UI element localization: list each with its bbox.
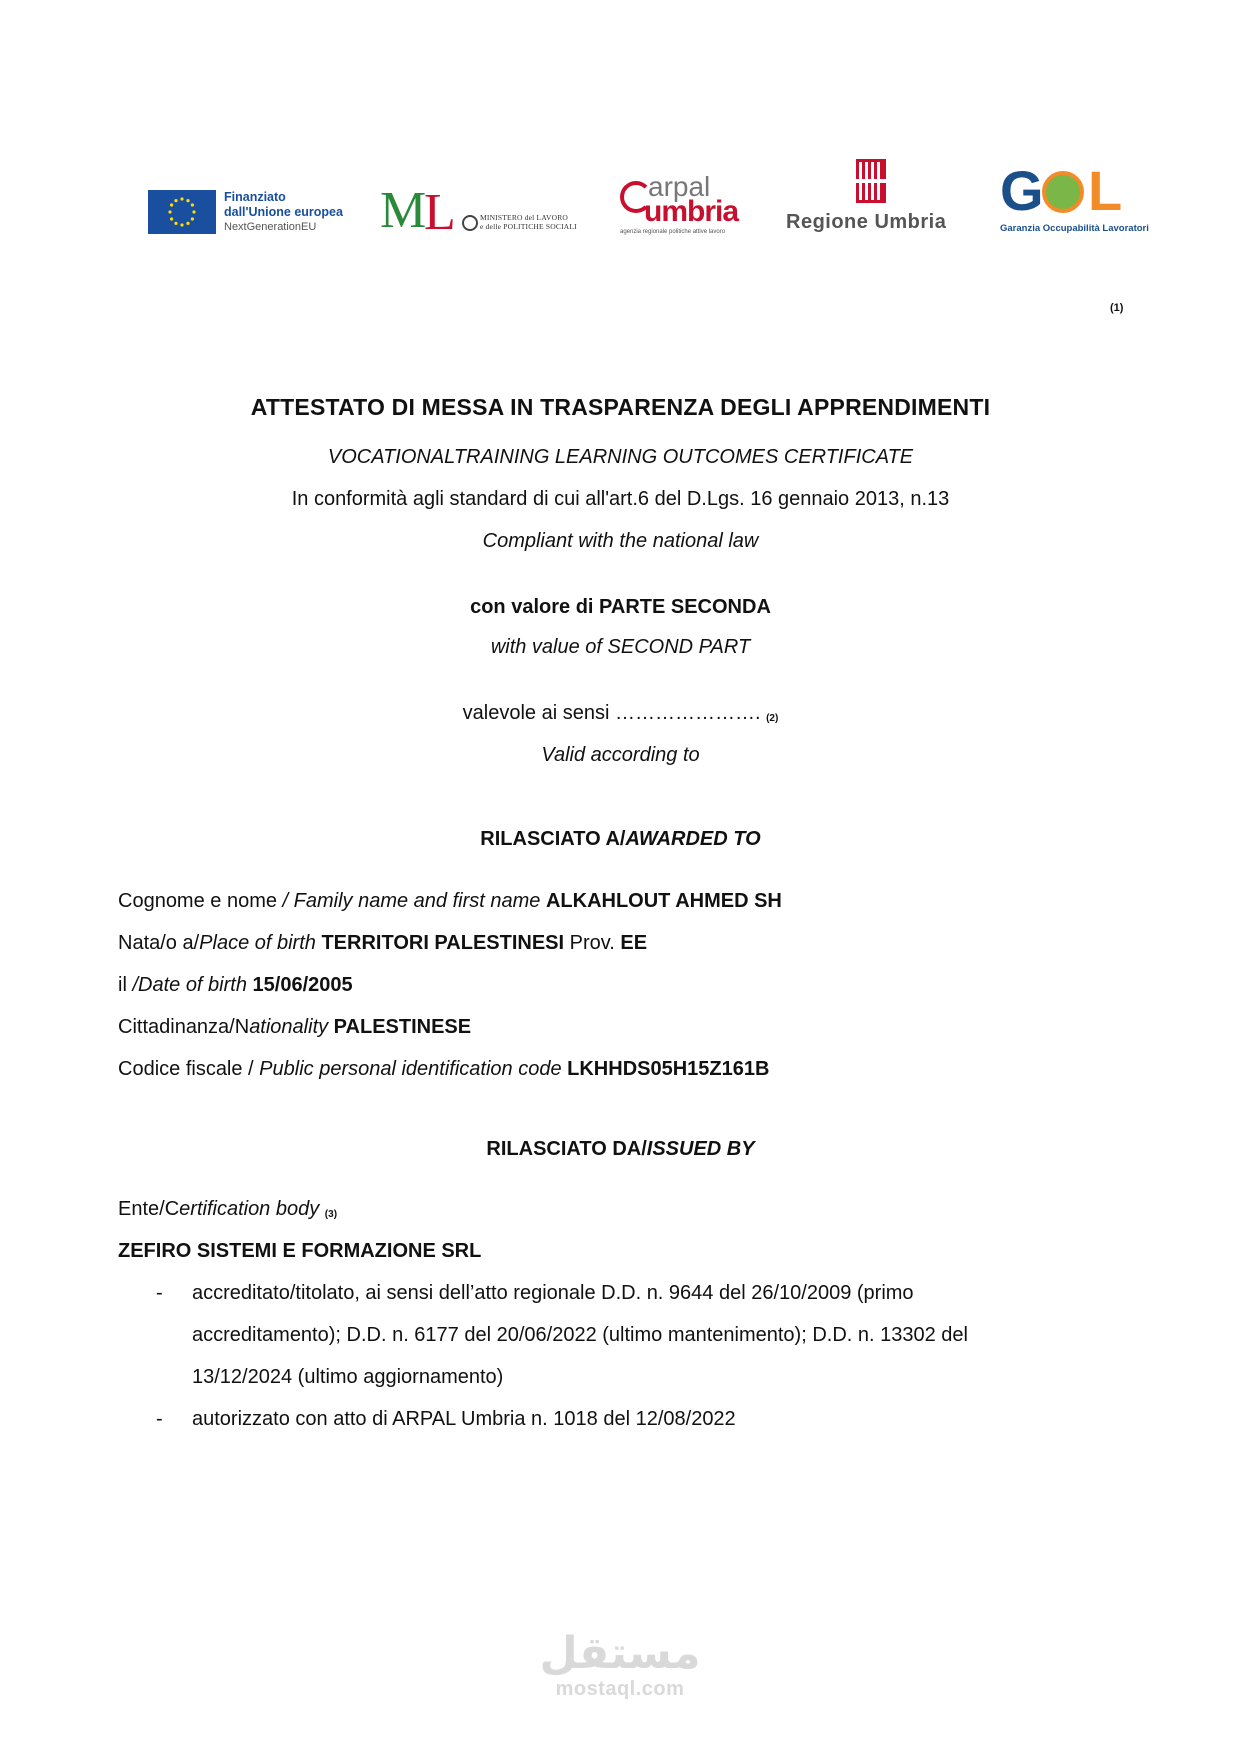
date-of-birth-value: 15/06/2005: [246, 974, 353, 996]
province-value: EE: [620, 932, 648, 954]
nationality-row: Cittadinanza/Nationality PALESTINESE: [118, 1016, 472, 1038]
logo-bar: [148, 155, 1149, 245]
fiscal-code-row: Codice fiscale / Public personal identification code LKHHDS05H15Z161B: [118, 1058, 770, 1080]
organisation-name: ZEFIRO SISTEMI E FORMAZIONE SRL: [118, 1240, 482, 1262]
watermark-latin: mostaql.com: [555, 1678, 685, 1700]
issued-heading: RILASCIATO DA/ISSUED BY: [486, 1138, 755, 1160]
eu-logo-line2: dall'Unione europea: [224, 205, 343, 219]
gol-circle-icon: [1042, 171, 1084, 213]
place-of-birth-value: TERRITORI PALESTINESI: [315, 932, 565, 954]
date-of-birth-row: il /Date of birth 15/06/2005: [118, 974, 353, 996]
eu-logo-line1: Finanziato: [224, 190, 286, 204]
footnote-ref-2: (2): [766, 713, 779, 724]
valid-statement: [0, 702, 1241, 725]
awarded-heading: RILASCIATO A/AWARDED TO: [480, 828, 761, 850]
regione-name: Regione Umbria: [786, 211, 947, 233]
valid-statement-en: Valid according to: [541, 744, 700, 766]
bullet-text: accreditato/titolato, ai sensi dell’atto regionale D.D. n. 9644 del 26/10/2009 (primo: [192, 1282, 914, 1304]
place-of-birth-row: Nata/o a/Place of birth TERRITORI PALESTINESI Prov. EE: [118, 932, 648, 954]
arpal-line1: arpal: [648, 171, 711, 202]
eu-logo: [148, 190, 378, 235]
regione-seal-icon: [856, 159, 886, 203]
arpal-tagline: agenzia regionale politiche attive lavoro: [620, 229, 726, 235]
bullet-dash: -: [156, 1408, 163, 1430]
bullet-text: 13/12/2024 (ultimo aggiornamento): [192, 1366, 504, 1388]
eu-flag-icon: [148, 190, 216, 234]
bullet-text: accreditamento); D.D. n. 6177 del 20/06/2022 (ultimo mantenimento); D.D. n. 13302 del: [192, 1324, 968, 1346]
document-subtitle-en: VOCATIONALTRAINING LEARNING OUTCOMES CERTIFICATE: [327, 446, 914, 468]
family-name-row: Cognome e nome / Family name and first name ALKAHLOUT AHMED SH: [118, 890, 782, 912]
nationality-value: PALESTINESE: [328, 1016, 472, 1038]
document-title: ATTESTATO DI MESSA IN TRASPARENZA DEGLI APPRENDIMENTI: [250, 394, 991, 420]
value-statement-en: with value of SECOND PART: [490, 636, 751, 658]
valid-text: valevole ai sensi ………………….: [462, 702, 767, 724]
gol-mark-right: L: [1088, 159, 1123, 222]
family-name-value: ALKAHLOUT AHMED SH: [545, 890, 782, 912]
fiscal-code-value: LKHHDS05H15Z161B: [561, 1058, 770, 1080]
ministero-logo: M L MINISTERO del LAVORO e delle POLITICHE SOCIALI: [380, 182, 577, 241]
italian-emblem-icon: [462, 215, 478, 231]
value-statement: con valore di PARTE SECONDA: [470, 596, 771, 618]
gol-logo: [1000, 159, 1149, 243]
eu-logo-line3: NextGenerationEU: [224, 221, 317, 233]
gol-subtitle: Garanzia Occupabilità Lavoratori: [1000, 223, 1149, 234]
conformity-statement: In conformità agli standard di cui all'art.6 del D.Lgs. 16 gennaio 2013, n.13: [291, 488, 950, 510]
arpal-line2: umbria: [644, 195, 739, 228]
regione-umbria-logo: [786, 159, 961, 239]
ministero-line1: MINISTERO del LAVORO: [480, 213, 569, 222]
arpal-umbria-logo: [620, 173, 750, 238]
ministero-line2: e delle POLITICHE SOCIALI: [480, 222, 577, 231]
gol-mark-left: G: [1000, 159, 1040, 222]
watermark-arabic: مستقل: [539, 1629, 701, 1678]
ministero-mark: M: [380, 182, 427, 239]
bullet-text: autorizzato con atto di ARPAL Umbria n. 1018 del 12/08/2022: [192, 1408, 736, 1430]
footnote-ref-1: (1): [1110, 302, 1124, 314]
footnote-ref-3: (3): [324, 1209, 338, 1220]
certification-body-row: Ente/Certification body $_{(3)}$: [118, 1198, 338, 1220]
bullet-dash: -: [156, 1282, 163, 1304]
conformity-statement-en: Compliant with the national law: [482, 530, 759, 552]
mostaql-watermark: [500, 1630, 740, 1701]
